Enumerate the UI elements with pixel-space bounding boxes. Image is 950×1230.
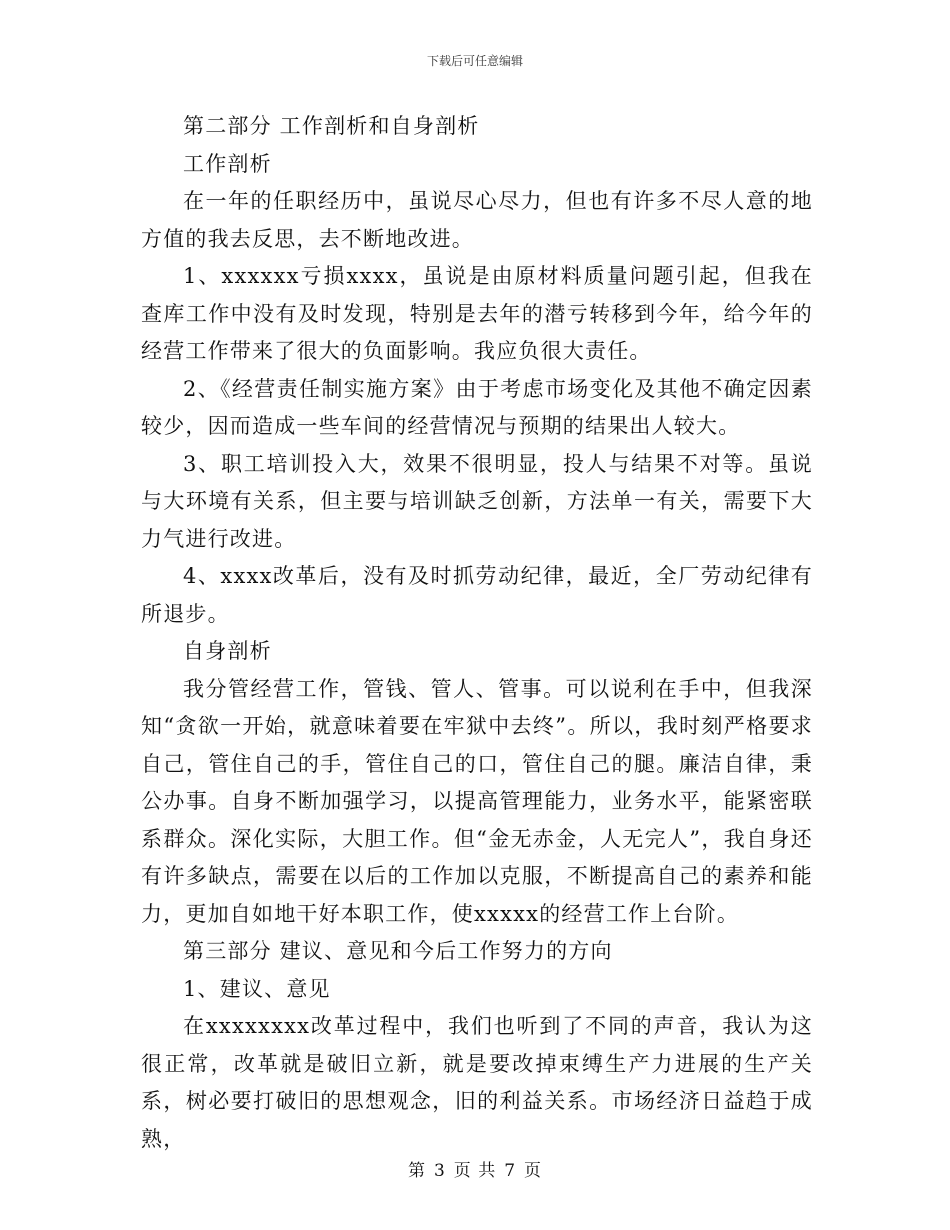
paragraph-item-2: 2、《经营责任制实施方案》由于考虑市场变化及其他不确定因素较少，因而造成一些车间的经营情况与预期的结果出人较大。 — [141, 376, 813, 438]
subheading-suggestions: 1、建议、意见 — [183, 976, 331, 1001]
subheading-work-analysis: 工作剖析 — [183, 151, 272, 176]
total-pages: 7 — [504, 1161, 517, 1181]
section-heading-part-two: 第二部分 工作剖析和自身剖析 — [183, 114, 480, 138]
paragraph-intro: 在一年的任职经历中，虽说尽心尽力，但也有许多不尽人意的地方值的我去反思，去不断地改进。 — [141, 189, 813, 251]
paragraph-reform: 在xxxxxxxx改革过程中，我们也听到了不同的声音，我认为这很正常，改革就是破旧立新，就是要改掉束缚生产力进展的生产关系，树必要打破旧的思想观念，旧的利益关系。市场经济日益趋于成熟， — [141, 1014, 813, 1151]
page-footer — [0, 1156, 950, 1181]
document-body — [141, 108, 813, 1158]
section-heading-part-three: 第三部分 建议、意见和今后工作努力的方向 — [183, 939, 613, 963]
paragraph-self-analysis: 我分管经营工作，管钱、管人、管事。可以说利在手中，但我深知“贪欲一开始，就意味着要在牢狱中去终”。所以，我时刻严格要求自己，管住自己的手，管住自己的口，管住自己的腿。廉洁自律，秉公办事。自身不断加强学习，以提高管理能力，业务水平，能紧密联系群众。深化实际，大胆工作。但“金无赤金，人无完人”，我自身还有许多缺点，需要在以后的工作加以克服，不断提高自己的素养和能力，更加自如地干好本职工作，使xxxxx的经营工作上台阶。 — [141, 676, 813, 926]
paragraph-item-4: 4、xxxx改革后，没有及时抓劳动纪律，最近，全厂劳动纪律有所退步。 — [141, 564, 813, 626]
paragraph-item-3: 3、职工培训投入大，效果不很明显，投人与结果不对等。虽说与大环境有关系，但主要与培训缺乏创新，方法单一有关，需要下大力气进行改进。 — [141, 451, 813, 551]
subheading-self-analysis: 自身剖析 — [183, 639, 272, 663]
page-header: 下载后可任意编辑 — [426, 54, 523, 68]
page-number: 3 — [433, 1161, 446, 1181]
footer-suffix: 页 — [524, 1161, 543, 1181]
paragraph-item-1: 1、xxxxxx亏损xxxx，虽说是由原材料质量问题引起，但我在查库工作中没有及时发现，特别是去年的潜亏转移到今年，给今年的经营工作带来了很大的负面影响。我应负很大责任。 — [141, 264, 813, 363]
footer-prefix: 第 — [407, 1161, 426, 1181]
footer-middle: 页 共 — [453, 1161, 497, 1181]
